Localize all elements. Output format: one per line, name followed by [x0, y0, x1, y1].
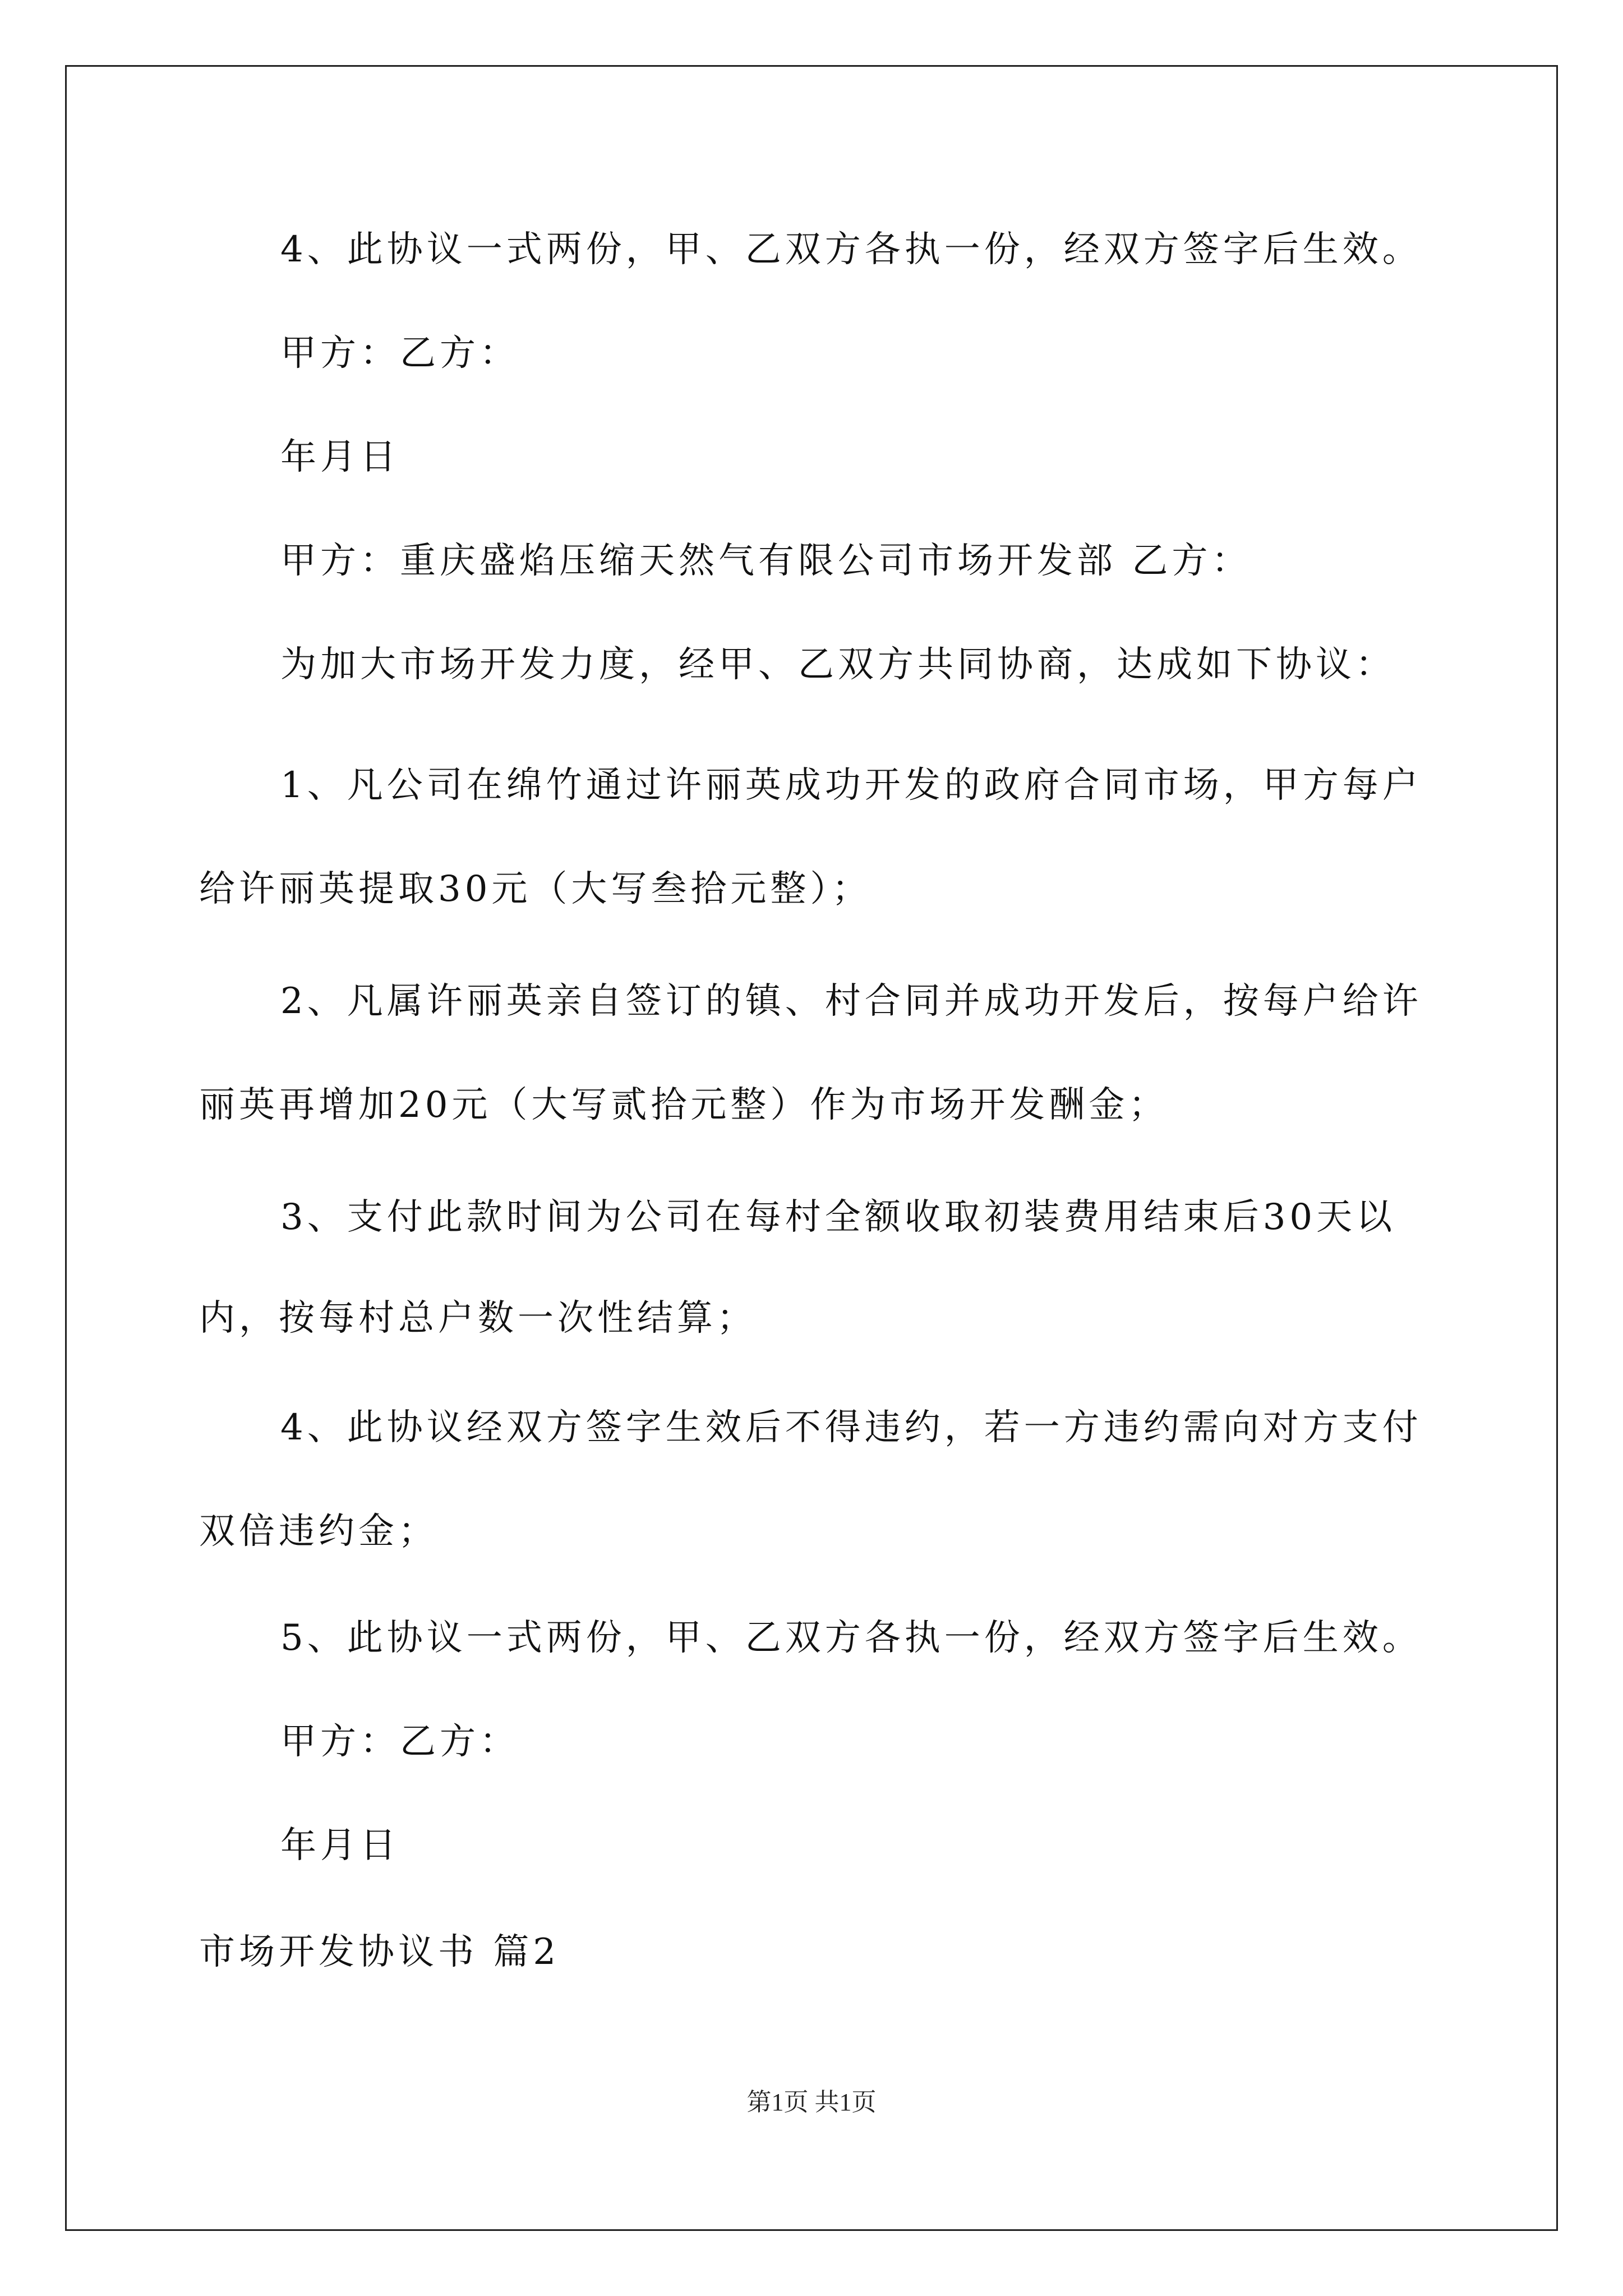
paragraph-line: 内，按每村总户数一次性结算； — [199, 1297, 757, 1339]
paragraph-line: 3、支付此款时间为公司在每村全额收取初装费用结束后30天以 — [280, 1197, 1396, 1238]
paragraph-line: 2、凡属许丽英亲自签订的镇、村合同并成功开发后，按每户给许 — [280, 981, 1422, 1022]
paragraph-line: 4、此协议经双方签字生效后不得违约，若一方违约需向对方支付 — [280, 1407, 1422, 1448]
paragraph-line: 双倍违约金； — [199, 1511, 438, 1552]
paragraph-line: 年月日 — [280, 436, 400, 478]
paragraph-line: 丽英再增加20元（大写贰拾元整）作为市场开发酬金； — [199, 1084, 1169, 1126]
paragraph-line: 5、此协议一式两份，甲、乙双方各执一份，经双方签字后生效。 — [280, 1617, 1422, 1659]
paragraph-line: 甲方：乙方： — [280, 333, 519, 374]
paragraph-line: 年月日 — [280, 1825, 400, 1866]
page-footer: 第1页 共1页 — [746, 2088, 877, 2116]
paragraph-line: 为加大市场开发力度，经甲、乙双方共同协商，达成如下协议： — [280, 644, 1395, 685]
paragraph-line: 1、凡公司在绵竹通过许丽英成功开发的政府合同市场，甲方每户 — [280, 765, 1422, 806]
paragraph-line: 甲方：乙方： — [280, 1721, 519, 1763]
paragraph-line: 4、此协议一式两份，甲、乙双方各执一份，经双方签字后生效。 — [280, 229, 1422, 270]
paragraph-line: 甲方：重庆盛焰压缩天然气有限公司市场开发部 乙方： — [280, 540, 1252, 582]
paragraph-line: 给许丽英提取30元（大写叁拾元整）； — [199, 868, 872, 910]
section-heading: 市场开发协议书 篇2 — [199, 1931, 560, 1973]
